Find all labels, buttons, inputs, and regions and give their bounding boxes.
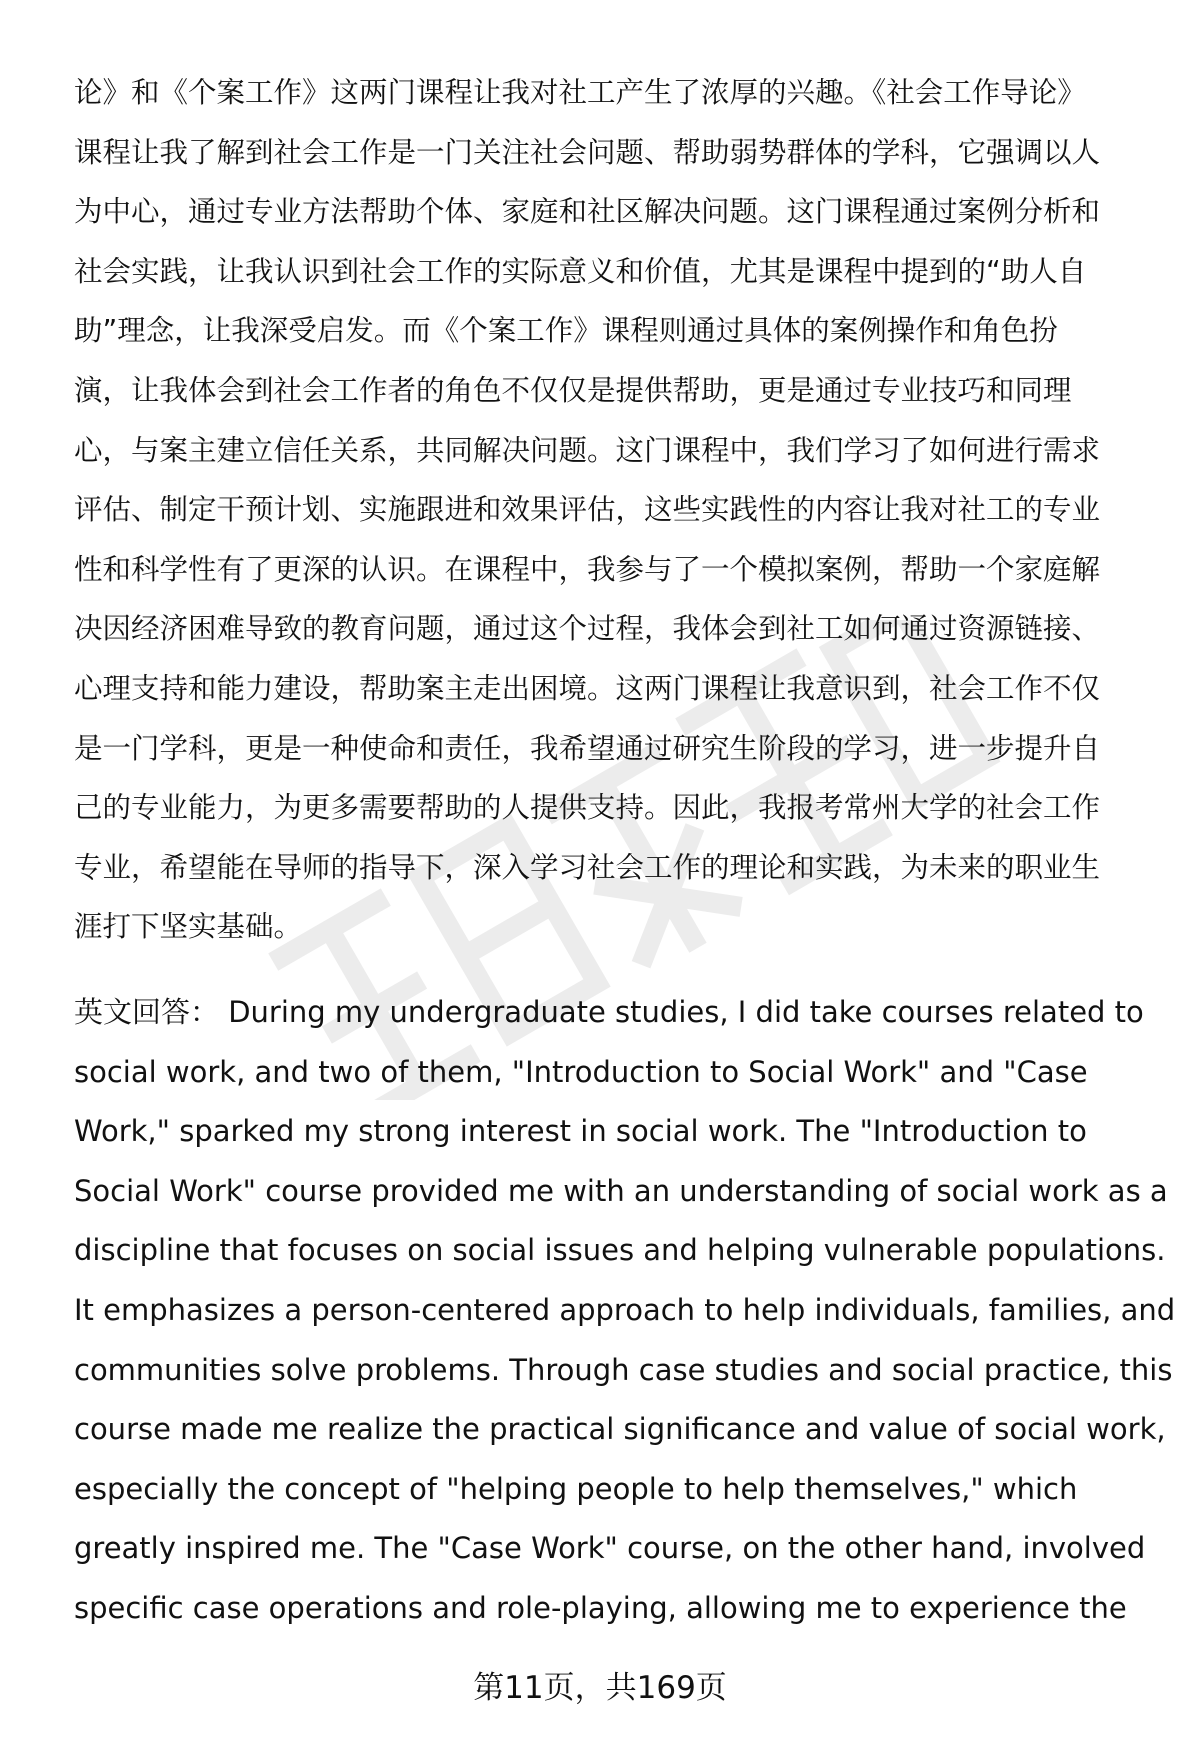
paragraph-line: 演，让我体会到社会工作者的角色不仅仅是提供帮助，更是通过专业技巧和同理 [74, 373, 1072, 407]
paragraph-line: 评估、制定干预计划、实施跟进和效果评估，这些实践性的内容让我对社工的专业 [74, 493, 1101, 527]
paragraph-line: 是一门学科，更是一种使命和责任，我希望通过研究生阶段的学习，进一步提升自 [74, 731, 1101, 765]
paragraph-line: communities solve problems. Through case studies and social practice, this [74, 1352, 1173, 1387]
paragraph-line: 英文回答： During my undergraduate studies, I did take courses related to [74, 995, 1144, 1029]
paragraph-line: 社会实践，让我认识到社会工作的实际意义和价值，尤其是课程中提到的“助人自 [74, 254, 1087, 288]
english-answer-paragraph [74, 983, 1176, 1639]
paragraph-line: 涯打下坚实基础。 [74, 910, 303, 944]
paragraph-line: specific case operations and role-playing, allowing me to experience the [74, 1590, 1127, 1625]
page-number-footer: 第11页，共169页 [473, 1670, 727, 1706]
paragraph-line: 专业，希望能在导师的指导下，深入学习社会工作的理论和实践，为未来的职业生 [74, 850, 1101, 884]
paragraph-line: Social Work" course provided me with an understanding of social work as a [74, 1173, 1168, 1208]
paragraph-line: social work, and two of them, "Introduction to Social Work" and "Case [74, 1054, 1088, 1089]
chinese-answer-paragraph [74, 63, 1154, 957]
paragraph-line: 论》和《个案工作》这两门课程让我对社工产生了浓厚的兴趣。《社会工作导论》 [74, 76, 1086, 109]
paragraph-line: especially the concept of "helping people to help themselves," which [74, 1471, 1078, 1506]
paragraph-line: 性和科学性有了更深的认识。在课程中，我参与了一个模拟案例，帮助一个家庭解 [74, 552, 1101, 586]
paragraph-line: 心，与案主建立信任关系，共同解决问题。这门课程中，我们学习了如何进行需求 [74, 433, 1101, 467]
paragraph-line: 助”理念，让我深受启发。而《个案工作》课程则通过具体的案例操作和角色扮 [74, 314, 1058, 348]
paragraph-line: 为中心，通过专业方法帮助个体、家庭和社区解决问题。这门课程通过案例分析和 [74, 195, 1101, 229]
paragraph-line: 心理支持和能力建设，帮助案主走出困境。这两门课程让我意识到，社会工作不仅 [74, 671, 1101, 705]
paragraph-line: discipline that focuses on social issues and helping vulnerable populations. [74, 1233, 1166, 1268]
paragraph-line: course made me realize the practical significance and value of social work, [74, 1412, 1166, 1447]
paragraph-line: 决因经济困难导致的教育问题，通过这个过程，我体会到社工如何通过资源链接、 [74, 612, 1101, 646]
paragraph-line: 课程让我了解到社会工作是一门关注社会问题、帮助弱势群体的学科，它强调以人 [74, 135, 1101, 169]
paragraph-line: It emphasizes a person-centered approach to help individuals, families, and [74, 1292, 1176, 1327]
paragraph-line: Work," sparked my strong interest in social work. The "Introduction to [74, 1114, 1087, 1149]
paragraph-line: 己的专业能力，为更多需要帮助的人提供支持。因此，我报考常州大学的社会工作 [74, 791, 1101, 825]
paragraph-line: greatly inspired me. The "Case Work" course, on the other hand, involved [74, 1531, 1146, 1566]
